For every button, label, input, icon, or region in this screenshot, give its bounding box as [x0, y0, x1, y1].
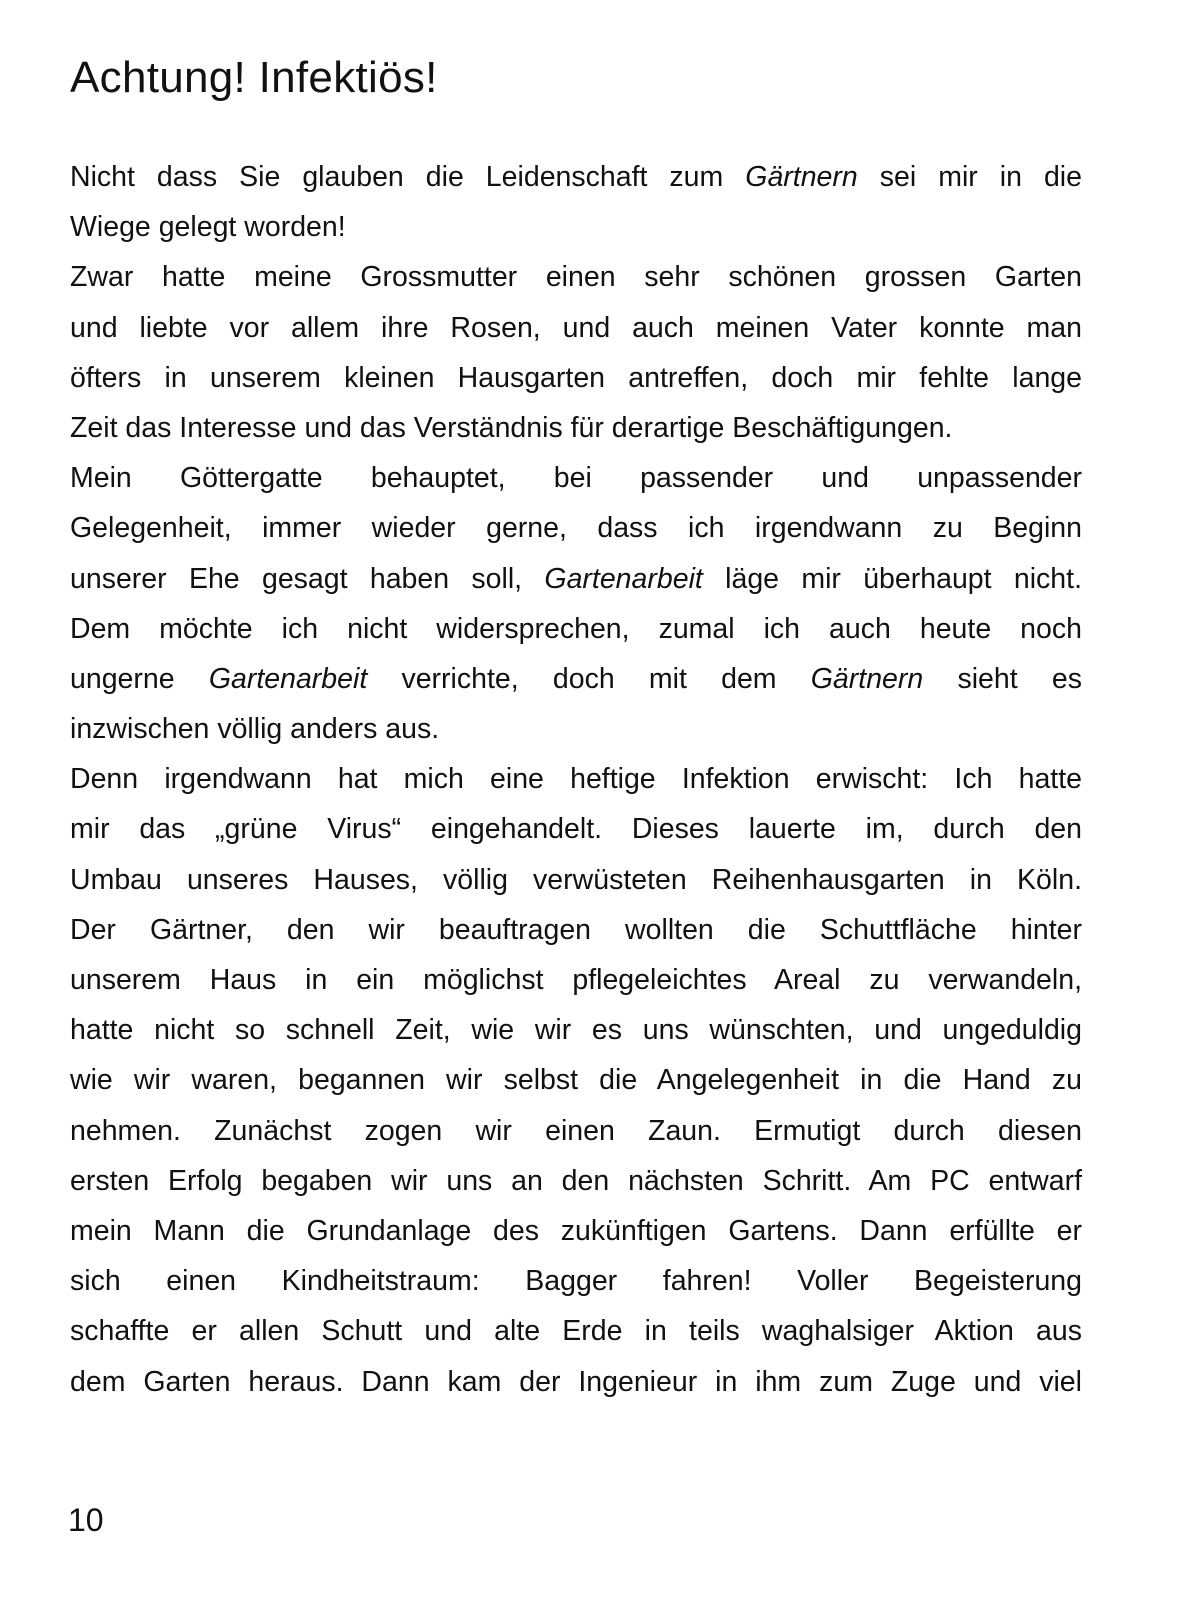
- text-line: [70, 353, 1082, 403]
- text-line: [70, 855, 1082, 905]
- text-line: [70, 1055, 1082, 1105]
- text-line: [70, 754, 1082, 804]
- text-line: [70, 704, 1082, 754]
- text-line: [70, 1357, 1082, 1407]
- text-segment: unserer Ehe gesagt haben soll,: [70, 562, 545, 595]
- text-segment: und liebte vor allem ihre Rosen, und auch meinen Vater konnte man: [70, 311, 1082, 344]
- text-segment: mein Mann die Grundanlage des zukünftigen Gartens. Dann erfüllte er: [70, 1214, 1082, 1247]
- text-line: [70, 303, 1082, 353]
- text-segment: wie wir waren, begannen wir selbst die Angelegenheit in die Hand zu: [70, 1064, 1082, 1097]
- text-segment: unserem Haus in ein möglichst pflegeleichtes Areal zu verwandeln,: [70, 964, 1082, 996]
- text-line: [70, 955, 1082, 1005]
- text-line: [70, 453, 1082, 503]
- text-segment: sich einen Kindheitstraum: Bagger fahren! Voller Begeisterung: [70, 1265, 1082, 1298]
- text-segment: Der Gärtner, den wir beauftragen wollten die Schuttfläche hinter: [70, 913, 1082, 946]
- text-segment: inzwischen völlig anders aus.: [70, 713, 440, 746]
- text-line: [70, 1306, 1082, 1356]
- text-segment: verrichte, doch mit dem: [367, 662, 811, 695]
- text-line: [70, 604, 1082, 654]
- text-segment: Nicht dass Sie glauben die Leidenschaft zum: [70, 161, 746, 193]
- text-line: [70, 252, 1082, 302]
- text-segment: Wiege gelegt worden!: [70, 211, 346, 244]
- text-segment: Dem möchte ich nicht widersprechen, zumal ich auch heute noch: [70, 612, 1082, 645]
- text-line: [70, 503, 1082, 553]
- text-segment: nehmen. Zunächst zogen wir einen Zaun. Ermutigt durch diesen: [70, 1114, 1082, 1147]
- text-segment: Umbau unseres Hauses, völlig verwüsteten Reihenhausgarten in Köln.: [70, 863, 1082, 896]
- italic-term: Gartenarbeit: [544, 562, 703, 595]
- text-line: [70, 554, 1082, 604]
- text-line: [70, 1256, 1082, 1306]
- text-line: [70, 202, 1082, 252]
- text-segment: Zwar hatte meine Grossmutter einen sehr schönen grossen Garten: [70, 261, 1082, 294]
- text-line: [70, 1206, 1082, 1256]
- text-line: [70, 905, 1082, 955]
- italic-term: Gärtnern: [745, 161, 858, 193]
- text-segment: dem Garten heraus. Dann kam der Ingenieur in ihm zum Zuge und viel: [70, 1365, 1082, 1398]
- text-segment: sei mir in die: [857, 161, 1082, 193]
- body-text: [70, 152, 1082, 1407]
- text-segment: ungerne: [70, 662, 209, 695]
- text-segment: Gelegenheit, immer wieder gerne, dass ich irgendwann zu Beginn: [70, 512, 1082, 545]
- text-line: [70, 1005, 1082, 1055]
- text-line: [70, 152, 1082, 202]
- text-segment: öfters in unserem kleinen Hausgarten antreffen, doch mir fehlte lange: [70, 361, 1082, 394]
- text-segment: schaffte er allen Schutt und alte Erde in teils waghalsiger Aktion aus: [70, 1315, 1082, 1348]
- text-line: [70, 654, 1082, 704]
- text-line: [70, 1106, 1082, 1156]
- text-segment: ersten Erfolg begaben wir uns an den nächsten Schritt. Am PC entwarf: [70, 1164, 1082, 1197]
- text-segment: Zeit das Interesse und das Verständnis für derartige Beschäftigungen.: [70, 411, 953, 444]
- text-segment: hatte nicht so schnell Zeit, wie wir es uns wünschten, und ungeduldig: [70, 1014, 1082, 1047]
- text-segment: läge mir überhaupt nicht.: [702, 562, 1082, 595]
- text-segment: Denn irgendwann hat mich eine heftige Infektion erwischt: Ich hatte: [70, 763, 1082, 796]
- page-number: 10: [68, 1502, 104, 1538]
- text-segment: sieht es: [923, 662, 1082, 695]
- text-segment: mir das „grüne Virus“ eingehandelt. Dieses lauerte im, durch den: [70, 813, 1082, 846]
- italic-term: Gartenarbeit: [208, 662, 368, 695]
- text-line: [70, 403, 1082, 453]
- text-segment: Mein Göttergatte behauptet, bei passender und unpassender: [70, 462, 1082, 495]
- italic-term: Gärtnern: [810, 662, 924, 695]
- page-title: Achtung! Infektiös!: [70, 53, 438, 102]
- text-line: [70, 1156, 1082, 1206]
- text-line: [70, 804, 1082, 854]
